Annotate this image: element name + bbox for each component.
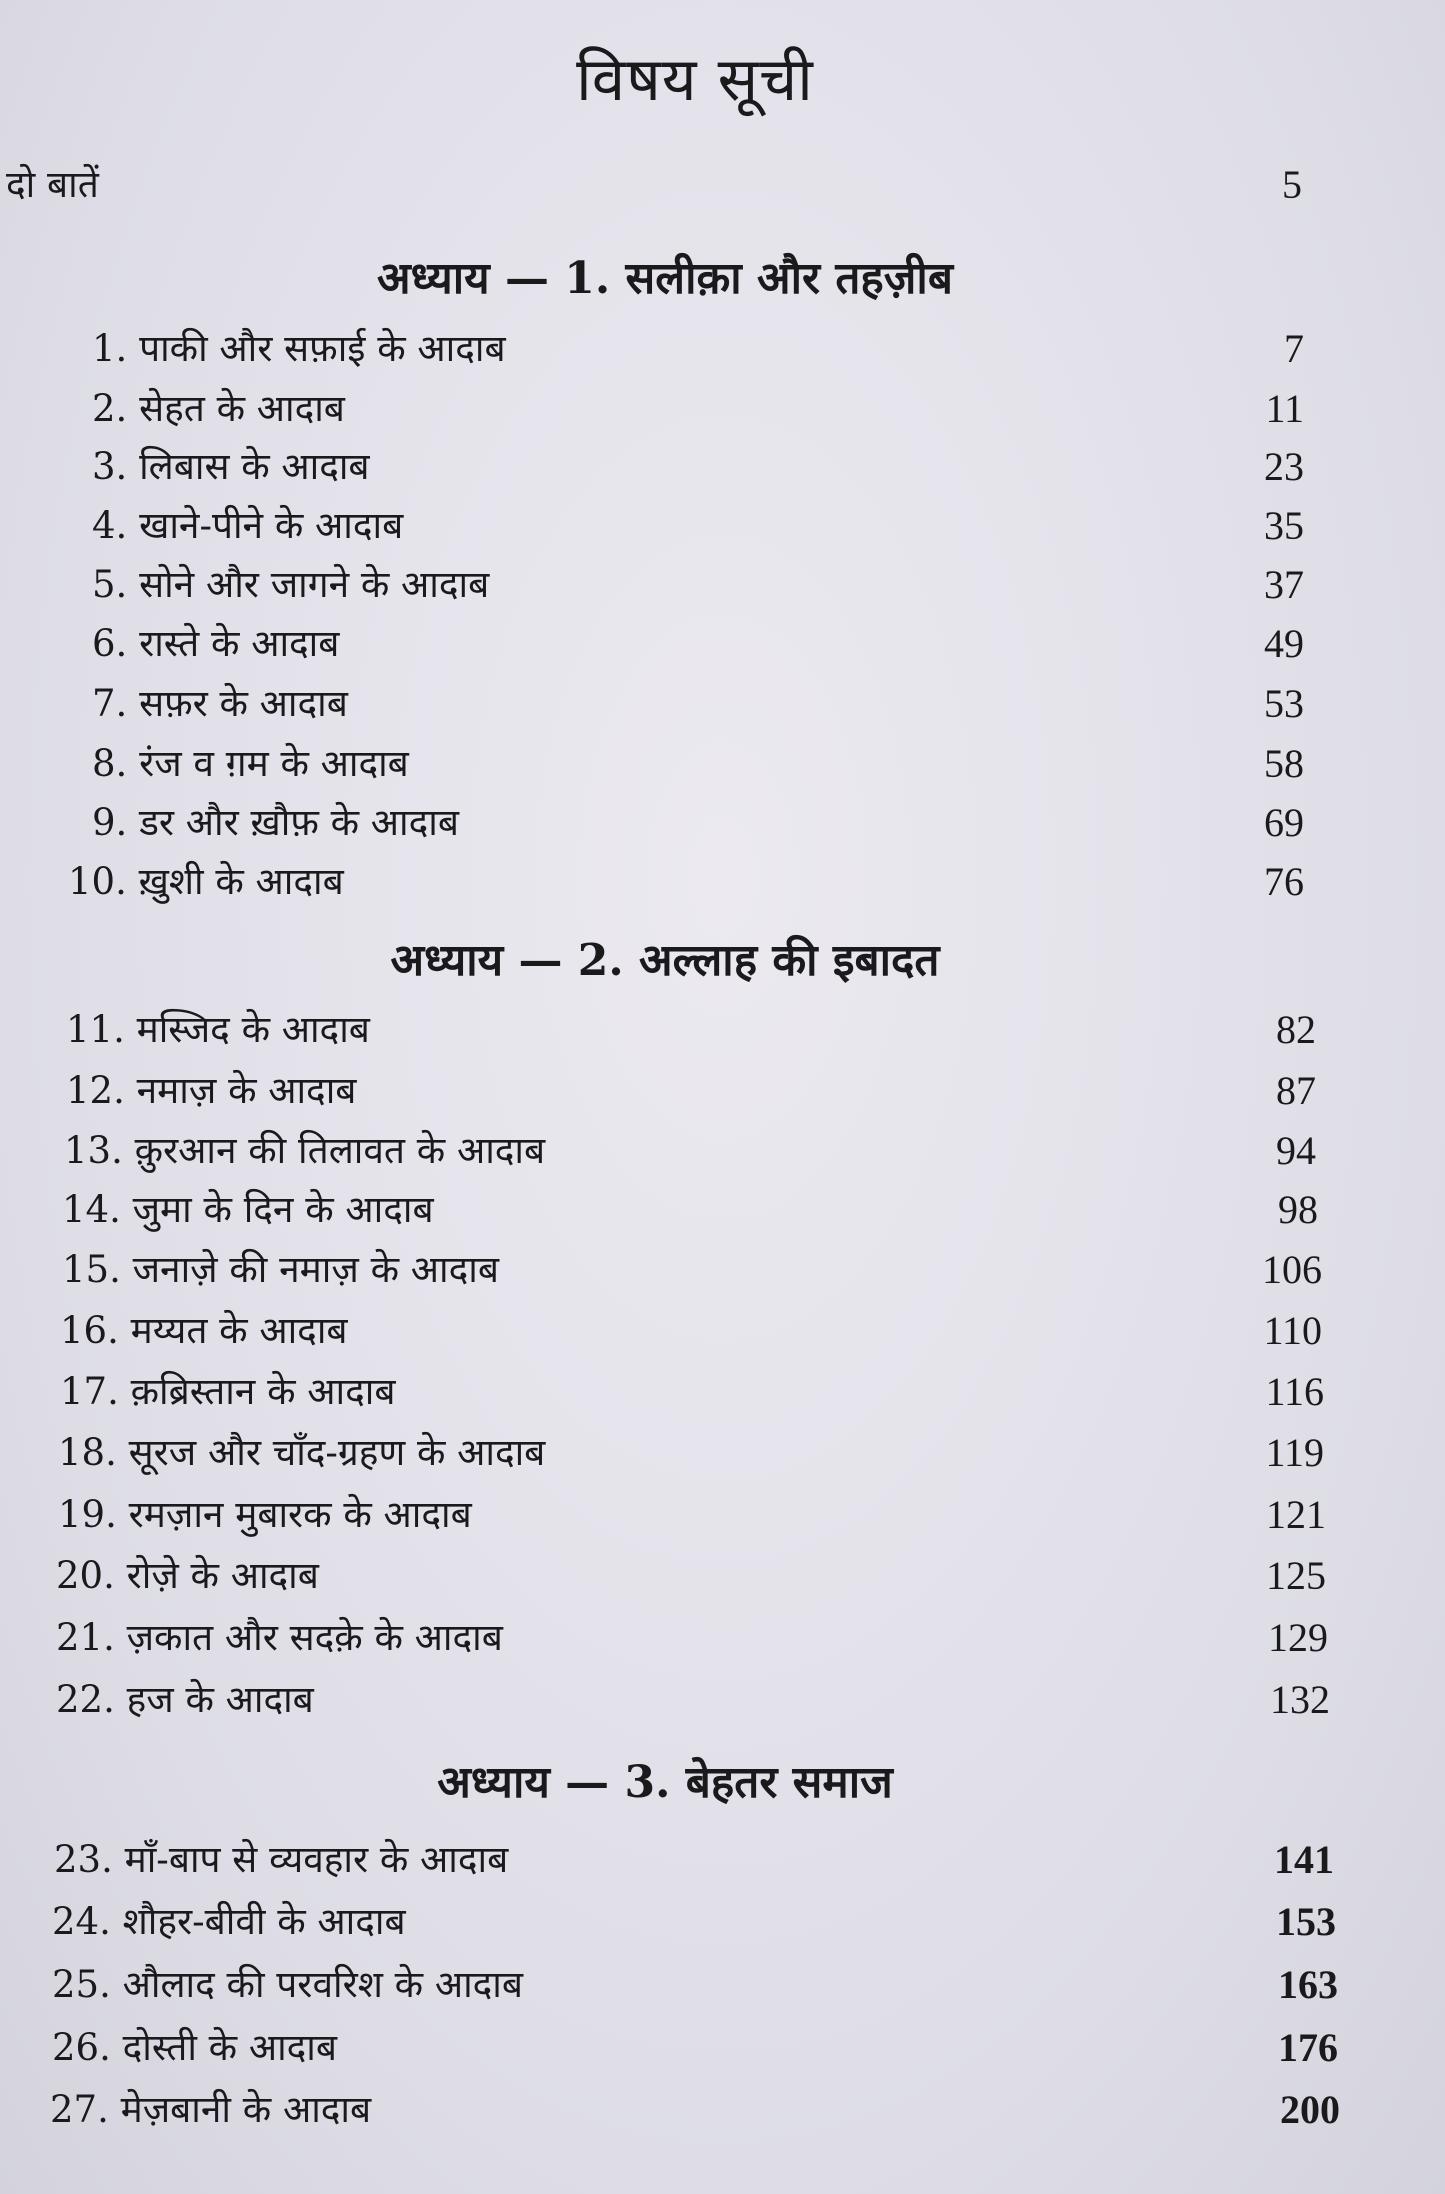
toc-entry [92,501,1304,551]
toc-entry [92,798,1304,848]
toc-entry-label: 26. दोस्ती के आदाब [52,2026,338,2069]
toc-entry [52,1960,1338,2010]
toc-entry [92,324,1304,374]
toc-entry-label: 21. ज़कात और सदक़े के आदाब [56,1616,503,1659]
chapter-heading: अध्याय — 1. सलीक़ा और तहज़ीब [377,253,953,304]
toc-entry-label: 13. क़ुरआन की तिलावत के आदाब [64,1129,546,1172]
toc-page-number: 5 [1282,162,1302,207]
toc-page-number: 98 [1278,1187,1318,1232]
toc-page-number: 116 [1265,1369,1324,1414]
toc-page-number: 163 [1278,1962,1338,2007]
toc-entry [92,739,1304,789]
toc-page-number: 121 [1266,1492,1326,1537]
toc-page-number: 58 [1264,741,1304,786]
chapter-heading: अध्याय — 2. अल्लाह की इबादत [390,935,940,986]
toc-entry [66,1005,1316,1055]
toc-entry-label: 20. रोज़े के आदाब [56,1554,319,1597]
toc-entry [62,1185,1318,1235]
toc-page-number: 7 [1284,326,1304,371]
toc-entry-label: 5. सोने और जागने के आदाब [92,563,490,606]
toc-page-number: 23 [1264,444,1304,489]
toc-entry [58,1428,1324,1478]
toc-entry [66,1066,1316,1116]
toc-entry-label: 1. पाकी और सफ़ाई के आदाब [92,327,506,370]
toc-entry [52,1897,1336,1947]
toc-page-number: 200 [1280,2087,1340,2132]
toc-entry-label: 6. रास्ते के आदाब [92,622,340,665]
toc-entry-label: 10. ख़ुशी के आदाब [68,860,344,903]
toc-entry [56,1613,1328,1663]
toc-entry [92,679,1304,729]
toc-entry [56,1551,1326,1601]
toc-page-number: 87 [1276,1068,1316,1113]
toc-entry [62,1245,1322,1295]
toc-entry [52,2023,1338,2073]
toc-page-number: 110 [1263,1308,1322,1353]
toc-page-number: 141 [1274,1837,1334,1882]
toc-entry-label: 23. माँ-बाप से व्यवहार के आदाब [54,1838,509,1881]
toc-entry-label: 24. शौहर-बीवी के आदाब [52,1900,406,1943]
toc-entry [68,857,1304,907]
toc-entry-label: 4. खाने-पीने के आदाब [92,504,404,547]
toc-page-number: 53 [1264,681,1304,726]
toc-entry [60,1367,1324,1417]
toc-entry [92,619,1304,669]
toc-entry-label: 27. मेज़बानी के आदाब [50,2088,372,2131]
toc-entry [50,2085,1340,2135]
toc-entry-label: 17. क़ब्रिस्तान के आदाब [60,1370,396,1413]
toc-page-number: 82 [1276,1007,1316,1052]
toc-entry-label: 8. रंज व ग़म के आदाब [92,742,409,785]
toc-entry [56,1675,1330,1725]
toc-entry-label: 25. औलाद की परवरिश के आदाब [52,1963,523,2006]
toc-page-number: 106 [1262,1247,1322,1292]
toc-entry-label: 3. लिबास के आदाब [92,445,370,488]
toc-entry-label: 22. हज के आदाब [56,1678,314,1721]
toc-entry [92,384,1304,434]
toc-page-number: 35 [1264,503,1304,548]
toc-entry [60,1306,1322,1356]
toc-entry-label: 11. मस्जिद के आदाब [66,1008,370,1051]
toc-entry-label: 15. जनाज़े की नमाज़ के आदाब [62,1248,499,1291]
toc-page-number: 153 [1276,1899,1336,1944]
toc-entry-label: 2. सेहत के आदाब [92,387,345,430]
toc-page-number: 119 [1265,1430,1324,1475]
toc-entry [92,442,1304,492]
page-title: विषय सूची [576,45,814,115]
toc-page-number: 69 [1264,800,1304,845]
toc-entry-label: 16. मय्यत के आदाब [60,1309,348,1352]
toc-entry-label: 18. सूरज और चाँद-ग्रहण के आदाब [58,1431,546,1474]
toc-entry [54,1835,1334,1885]
toc-entry-label: 7. सफ़र के आदाब [92,682,348,725]
toc-entry-label: दो बातें [6,163,99,206]
toc-entry-label: 9. डर और ख़ौफ़ के आदाब [92,801,459,844]
toc-page-number: 37 [1264,562,1304,607]
toc-entry-label: 12. नमाज़ के आदाब [66,1069,357,1112]
toc-page-number: 49 [1264,621,1304,666]
toc-entry [64,1126,1316,1176]
toc-page-number: 11 [1265,386,1304,431]
toc-page-number: 129 [1268,1615,1328,1660]
toc-entry [92,560,1304,610]
toc-entry [58,1490,1326,1540]
toc-entry-label: 14. जुमा के दिन के आदाब [62,1188,434,1231]
toc-page-number: 94 [1276,1128,1316,1173]
toc-page-number: 176 [1278,2025,1338,2070]
chapter-heading: अध्याय — 3. बेहतर समाज [437,1757,893,1808]
toc-page-number: 132 [1270,1677,1330,1722]
toc-page-number: 125 [1266,1553,1326,1598]
toc-entry-label: 19. रमज़ान मुबारक के आदाब [58,1493,472,1536]
toc-page-number: 76 [1264,859,1304,904]
toc-preface-row [6,160,1302,210]
